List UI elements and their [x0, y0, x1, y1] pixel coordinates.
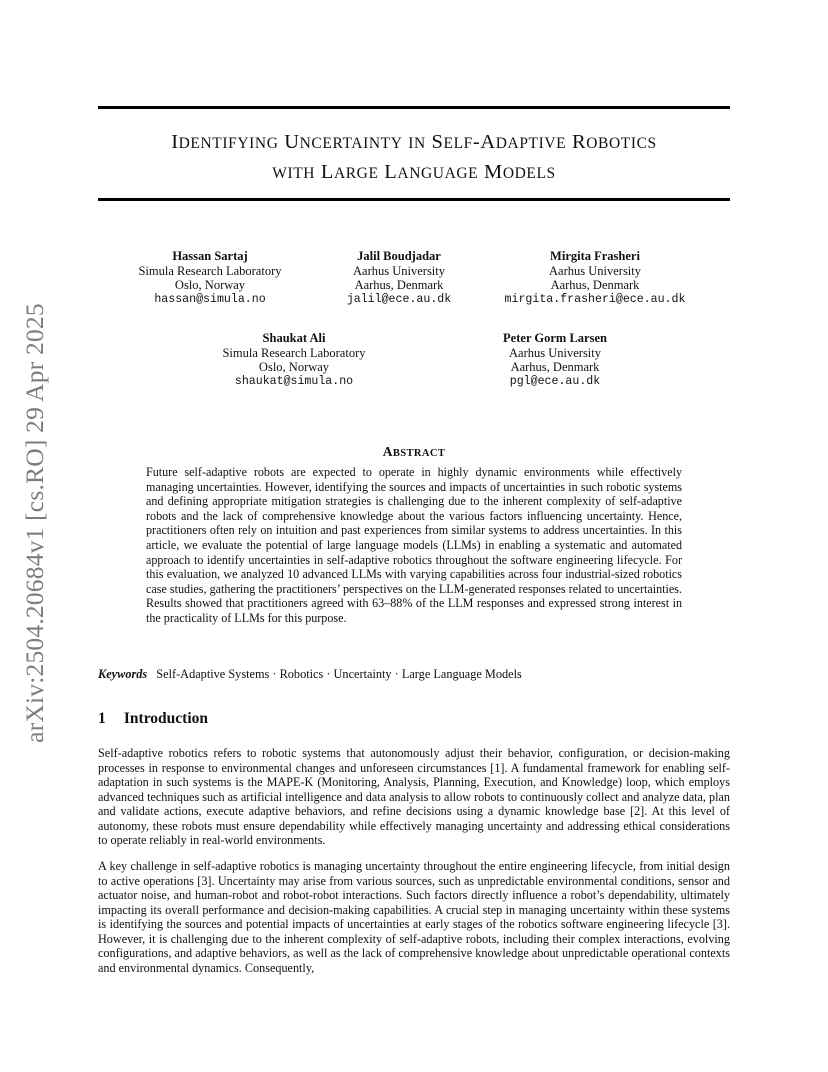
keywords	[98, 667, 730, 682]
arxiv-identifier: arXiv:2504.20684v1 [cs.RO] 29 Apr 2025	[20, 303, 49, 743]
keywords-label: Keywords	[98, 667, 148, 681]
author-name: Shaukat Ali	[262, 331, 326, 345]
author-affiliation: Simula Research Laboratory	[138, 263, 282, 278]
author-name: Peter Gorm Larsen	[503, 331, 607, 345]
author-location: Oslo, Norway	[258, 360, 330, 375]
section-title: Introduction	[123, 710, 208, 727]
author-affiliation: Aarhus University	[549, 263, 641, 278]
paper-title	[98, 128, 730, 188]
abstract-heading: ABSTRACT	[382, 444, 446, 459]
title-word: UNCERTAINTY	[284, 131, 403, 153]
title-word: LARGE	[320, 161, 379, 183]
author-affiliation: Simula Research Laboratory	[222, 345, 366, 360]
title-word: IN	[408, 135, 426, 152]
section-number: 1	[98, 710, 106, 727]
keywords-text: Self-Adaptive Systems · Robotics · Uncertainty · Large Language Models	[156, 667, 522, 681]
title-word: LANGUAGE	[384, 161, 479, 183]
body-paragraph: A key challenge in self-adaptive robotics is managing uncertainty throughout the entire engineering lifecycle, from initial design to active operations [3]. Uncertainty may arise from various sources, such as unpredictable environmental conditions, sensor and actuator noise, and human-robot and robot-robot interactions. Such factors directly influence a robot’s dependability, ultimately impacting its overall performance and decision-making capabilities. A crucial step in managing uncertainty within these systems is identifying the sources and potential impacts of uncertainties at early stages of the robotics software engineering lifecycle [3]. However, it is challenging due to the inherent complexity of self-adaptive robots, including their complex interactions, evolving configurations, and adaptive behaviors, as well as the lack of comprehensive knowledge about unpredictable operational contexts and environmental dynamics. Consequently,	[98, 859, 730, 975]
author-affiliation: Aarhus University	[509, 345, 601, 360]
author-name: Mirgita Frasheri	[550, 249, 640, 263]
title-word: MODELS	[483, 161, 556, 183]
arxiv-side-stamp	[22, 287, 48, 759]
title-line-1	[98, 128, 730, 158]
author-name: Jalil Boudjadar	[357, 249, 441, 263]
author-location: Oslo, Norway	[174, 278, 246, 293]
author-location: Aarhus, Denmark	[510, 360, 600, 375]
author-location: Aarhus, Denmark	[550, 278, 640, 293]
author-location: Aarhus, Denmark	[354, 278, 444, 293]
title-rule-top	[98, 106, 730, 109]
author-name: Hassan Sartaj	[172, 249, 248, 263]
author-email[interactable]: pgl@ece.au.dk	[509, 375, 601, 389]
author-email[interactable]: mirgita.frasheri@ece.au.dk	[504, 293, 686, 307]
author-affiliation: Aarhus University	[353, 263, 445, 278]
author-email[interactable]: hassan@simula.no	[154, 293, 266, 307]
body-paragraph: Self-adaptive robotics refers to robotic systems that autonomously adjust their behavior, configuration, or decision-making processes in response to environmental changes and unforeseen circumstances [1]. A fundamental framework for enabling self-adaptation in such systems is the MAPE-K (Monitoring, Analysis, Planning, Execution, and Knowledge) loop, which employs advanced techniques such as artificial intelligence and data analysis to allow robots to continuously collect and analyze data, plan and validate actions, execute adaptive behaviors, and refine decisions using a dynamic knowledge base [2]. At this level of autonomy, these robots must ensure dependability while effectively managing uncertainty and addressing ethical considerations to operate reliably in real-world environments.	[98, 746, 730, 847]
title-word: SELF-ADAPTIVE	[431, 131, 567, 153]
author-email[interactable]: shaukat@simula.no	[234, 375, 354, 389]
section-heading	[98, 710, 208, 728]
author-email[interactable]: jalil@ece.au.dk	[346, 293, 452, 307]
title-word: WITH	[272, 165, 316, 182]
abstract-text: Future self-adaptive robots are expected to operate in highly dynamic environments while effectively managing uncertainties. However, identifying the sources and impacts of uncertainties in such robotic systems and defining appropriate mitigation strategies is challenging due to the inherent complexity of self-adaptive robots and the lack of comprehensive knowledge about the various factors influencing uncertainty. Hence, practitioners often rely on intuition and past experiences from similar systems to address uncertainties. In this article, we evaluate the potential of large language models (LLMs) in enabling a systematic and automated approach to identify uncertainties in self-adaptive robotics throughout the software engineering lifecycle. For this evaluation, we analyzed 10 advanced LLMs with varying capabilities across four industrial-sized robotics case studies, gathering the practitioners’ perspectives on the LLM-generated responses related to uncertainties. Results showed that practitioners agreed with 63–88% of the LLM responses and expressed strong interest in the practicality of LLMs for this purpose.	[146, 465, 682, 625]
title-rule-bottom	[98, 198, 730, 201]
title-word: ROBOTICS	[571, 131, 657, 153]
title-word: IDENTIFYING	[171, 131, 279, 153]
title-line-2	[98, 158, 730, 188]
